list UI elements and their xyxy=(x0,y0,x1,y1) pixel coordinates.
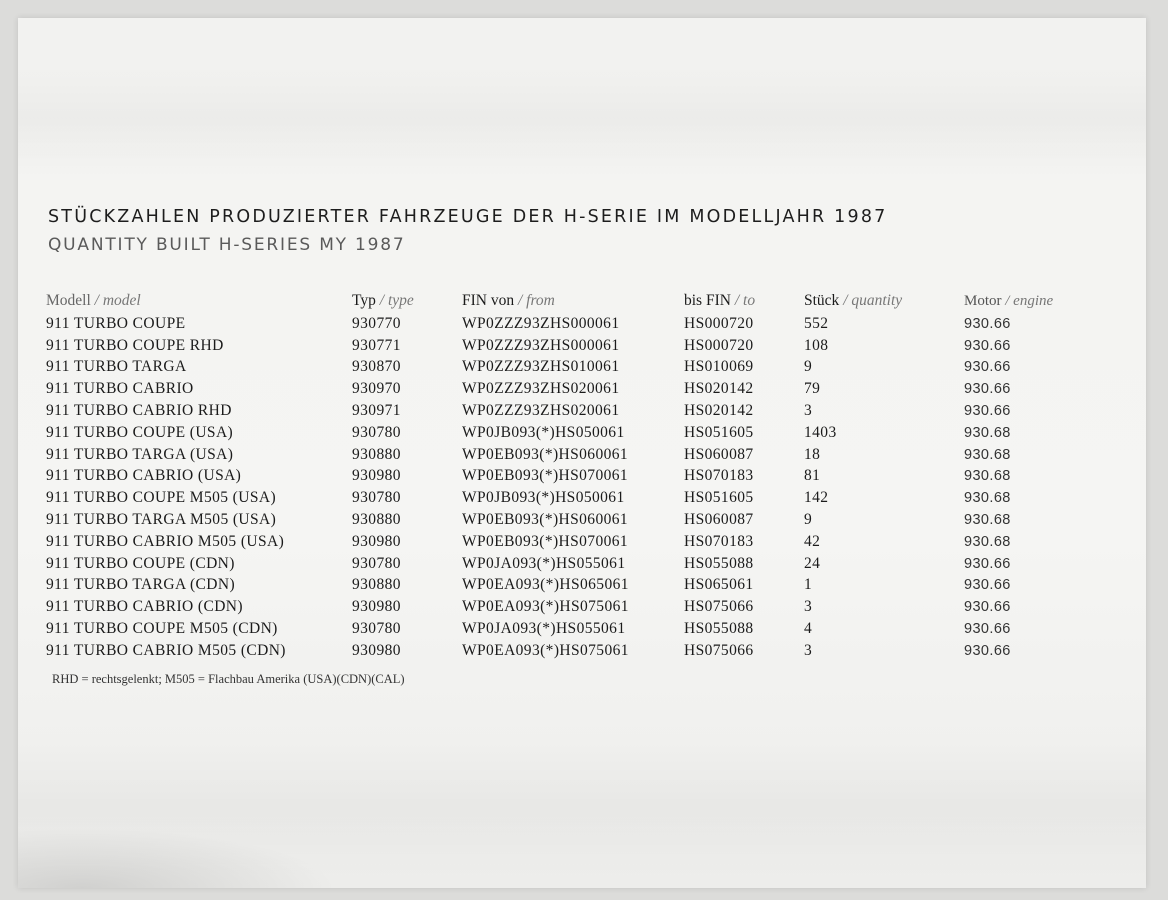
col-header-engine xyxy=(964,289,1094,313)
engine-cell: 930.68 xyxy=(964,512,1011,529)
quantity-cell: 3 xyxy=(804,402,813,420)
col-header-fin-to xyxy=(684,289,804,313)
col-label: bis FIN xyxy=(684,292,731,309)
col-translation: from xyxy=(526,292,555,309)
table-row xyxy=(46,400,1094,422)
col-label: Typ xyxy=(352,292,376,309)
fin-to-cell: HS070183 xyxy=(684,532,754,550)
type-cell: 930780 xyxy=(352,554,401,572)
model-cell: 911 TURBO COUPE M505 (CDN) xyxy=(46,620,278,638)
type-cell: 930780 xyxy=(352,620,401,638)
fin-from-cell: WP0JA093(*)HS055061 xyxy=(462,554,626,572)
fin-to-cell: HS065061 xyxy=(684,576,754,594)
table-row xyxy=(46,378,1094,400)
quantity-cell: 142 xyxy=(804,489,829,507)
table-header-row xyxy=(46,289,1094,313)
col-header-type xyxy=(352,289,462,313)
type-cell: 930970 xyxy=(352,380,401,398)
show-through-shadow-top xyxy=(18,58,1146,178)
table-body xyxy=(46,313,1094,662)
table-row xyxy=(46,575,1094,597)
fin-from-cell: WP0EB093(*)HS070061 xyxy=(462,532,629,550)
table-row xyxy=(46,444,1094,466)
model-cell: 911 TURBO TARGA M505 (USA) xyxy=(46,511,277,529)
engine-cell: 930.66 xyxy=(964,621,1011,638)
title-german: STÜCKZAHLEN PRODUZIERTER FAHRZEUGE DER H-SERIE IM MODELLJAHR 1987 xyxy=(48,207,888,227)
engine-cell: 930.66 xyxy=(964,381,1011,398)
col-label: Modell xyxy=(46,292,91,309)
quantity-cell: 108 xyxy=(804,336,829,354)
fin-from-cell: WP0EB093(*)HS060061 xyxy=(462,511,629,529)
quantity-cell: 42 xyxy=(804,532,821,550)
type-cell: 930880 xyxy=(352,445,401,463)
fin-from-cell: WP0JB093(*)HS050061 xyxy=(462,423,625,441)
col-translation: engine xyxy=(1013,292,1054,309)
fin-to-cell: HS075066 xyxy=(684,641,754,659)
quantity-cell: 4 xyxy=(804,620,813,638)
fin-to-cell: HS060087 xyxy=(684,445,754,463)
table-row xyxy=(46,553,1094,575)
model-cell: 911 TURBO CABRIO M505 (USA) xyxy=(46,532,285,550)
col-header-model xyxy=(46,289,352,313)
model-cell: 911 TURBO COUPE xyxy=(46,314,186,332)
col-label: Motor xyxy=(964,292,1002,309)
col-sep: / xyxy=(730,292,744,309)
fin-to-cell: HS060087 xyxy=(684,511,754,529)
fin-from-cell: WP0ZZZ93ZHS000061 xyxy=(462,336,620,354)
type-cell: 930980 xyxy=(352,532,401,550)
model-cell: 911 TURBO TARGA xyxy=(46,358,187,376)
quantity-cell: 79 xyxy=(804,380,821,398)
model-cell: 911 TURBO TARGA (CDN) xyxy=(46,576,236,594)
engine-cell: 930.68 xyxy=(964,468,1011,485)
table-row xyxy=(46,596,1094,618)
table-row xyxy=(46,335,1094,357)
table-row xyxy=(46,313,1094,335)
fin-from-cell: WP0EA093(*)HS065061 xyxy=(462,576,629,594)
engine-cell: 930.66 xyxy=(964,337,1011,354)
engine-cell: 930.68 xyxy=(964,424,1011,441)
fin-to-cell: HS070183 xyxy=(684,467,754,485)
fin-from-cell: WP0ZZZ93ZHS000061 xyxy=(462,314,620,332)
type-cell: 930780 xyxy=(352,423,401,441)
fin-from-cell: WP0ZZZ93ZHS020061 xyxy=(462,380,620,398)
type-cell: 930880 xyxy=(352,576,401,594)
fin-from-cell: WP0ZZZ93ZHS010061 xyxy=(462,358,620,376)
type-cell: 930971 xyxy=(352,402,401,420)
quantity-cell: 9 xyxy=(804,511,813,529)
title-english: QUANTITY BUILT H-SERIES MY 1987 xyxy=(48,235,406,255)
fin-to-cell: HS010069 xyxy=(684,358,754,376)
col-sep: / xyxy=(375,292,388,309)
type-cell: 930880 xyxy=(352,511,401,529)
quantity-cell: 81 xyxy=(804,467,821,485)
fin-from-cell: WP0EB093(*)HS070061 xyxy=(462,467,629,485)
col-label: Stück xyxy=(804,292,840,309)
col-header-fin-from xyxy=(462,289,684,313)
table-row xyxy=(46,509,1094,531)
quantity-cell: 1403 xyxy=(804,423,837,441)
quantity-cell: 1 xyxy=(804,576,813,594)
fin-to-cell: HS055088 xyxy=(684,620,754,638)
type-cell: 930980 xyxy=(352,641,401,659)
fin-to-cell: HS020142 xyxy=(684,380,754,398)
engine-cell: 930.68 xyxy=(964,533,1011,550)
model-cell: 911 TURBO TARGA (USA) xyxy=(46,445,234,463)
engine-cell: 930.66 xyxy=(964,315,1011,332)
type-cell: 930780 xyxy=(352,489,401,507)
fin-from-cell: WP0EA093(*)HS075061 xyxy=(462,641,629,659)
model-cell: 911 TURBO COUPE M505 (USA) xyxy=(46,489,277,507)
col-sep: / xyxy=(839,292,852,309)
engine-cell: 930.66 xyxy=(964,555,1011,572)
fin-to-cell: HS051605 xyxy=(684,423,754,441)
col-label: FIN von xyxy=(462,292,515,309)
fin-to-cell: HS051605 xyxy=(684,489,754,507)
page-corner-shadow xyxy=(18,828,338,888)
quantity-cell: 24 xyxy=(804,554,821,572)
col-header-quantity xyxy=(804,289,964,313)
fin-to-cell: HS075066 xyxy=(684,598,754,616)
model-cell: 911 TURBO CABRIO xyxy=(46,380,194,398)
fin-to-cell: HS055088 xyxy=(684,554,754,572)
table-row xyxy=(46,531,1094,553)
model-cell: 911 TURBO COUPE RHD xyxy=(46,336,224,354)
engine-cell: 930.66 xyxy=(964,599,1011,616)
quantity-cell: 3 xyxy=(804,641,813,659)
type-cell: 930980 xyxy=(352,467,401,485)
engine-cell: 930.68 xyxy=(964,490,1011,507)
engine-cell: 930.66 xyxy=(964,359,1011,376)
col-translation: type xyxy=(387,292,414,309)
quantity-cell: 18 xyxy=(804,445,821,463)
model-cell: 911 TURBO CABRIO M505 (CDN) xyxy=(46,641,286,659)
quantity-cell: 3 xyxy=(804,598,813,616)
fin-to-cell: HS020142 xyxy=(684,402,754,420)
col-sep: / xyxy=(514,292,527,309)
engine-cell: 930.66 xyxy=(964,642,1011,659)
fin-from-cell: WP0JB093(*)HS050061 xyxy=(462,489,625,507)
fin-to-cell: HS000720 xyxy=(684,314,754,332)
fin-from-cell: WP0JA093(*)HS055061 xyxy=(462,620,626,638)
table-row xyxy=(46,618,1094,640)
type-cell: 930770 xyxy=(352,314,401,332)
model-cell: 911 TURBO CABRIO (CDN) xyxy=(46,598,243,616)
model-cell: 911 TURBO COUPE (USA) xyxy=(46,423,234,441)
model-cell: 911 TURBO CABRIO (USA) xyxy=(46,467,242,485)
table-row xyxy=(46,357,1094,379)
col-sep: / xyxy=(90,292,103,309)
type-cell: 930870 xyxy=(352,358,401,376)
engine-cell: 930.68 xyxy=(964,446,1011,463)
table-row xyxy=(46,422,1094,444)
col-translation: to xyxy=(743,292,756,309)
model-cell: 911 TURBO COUPE (CDN) xyxy=(46,554,235,572)
quantity-cell: 9 xyxy=(804,358,813,376)
table-row xyxy=(46,466,1094,488)
fin-to-cell: HS000720 xyxy=(684,336,754,354)
model-cell: 911 TURBO CABRIO RHD xyxy=(46,402,232,420)
fin-from-cell: WP0ZZZ93ZHS020061 xyxy=(462,402,620,420)
quantity-cell: 552 xyxy=(804,314,829,332)
table-row xyxy=(46,640,1094,662)
type-cell: 930980 xyxy=(352,598,401,616)
fin-from-cell: WP0EA093(*)HS075061 xyxy=(462,598,629,616)
production-table xyxy=(46,289,1094,662)
table-row xyxy=(46,487,1094,509)
col-translation: quantity xyxy=(851,292,903,309)
type-cell: 930771 xyxy=(352,336,401,354)
engine-cell: 930.66 xyxy=(964,403,1011,420)
col-sep: / xyxy=(1001,292,1014,309)
fin-from-cell: WP0EB093(*)HS060061 xyxy=(462,445,629,463)
col-translation: model xyxy=(102,292,141,309)
footnote: RHD = rechtsgelenkt; M505 = Flachbau Amerika (USA)(CDN)(CAL) xyxy=(52,672,405,686)
engine-cell: 930.66 xyxy=(964,577,1011,594)
